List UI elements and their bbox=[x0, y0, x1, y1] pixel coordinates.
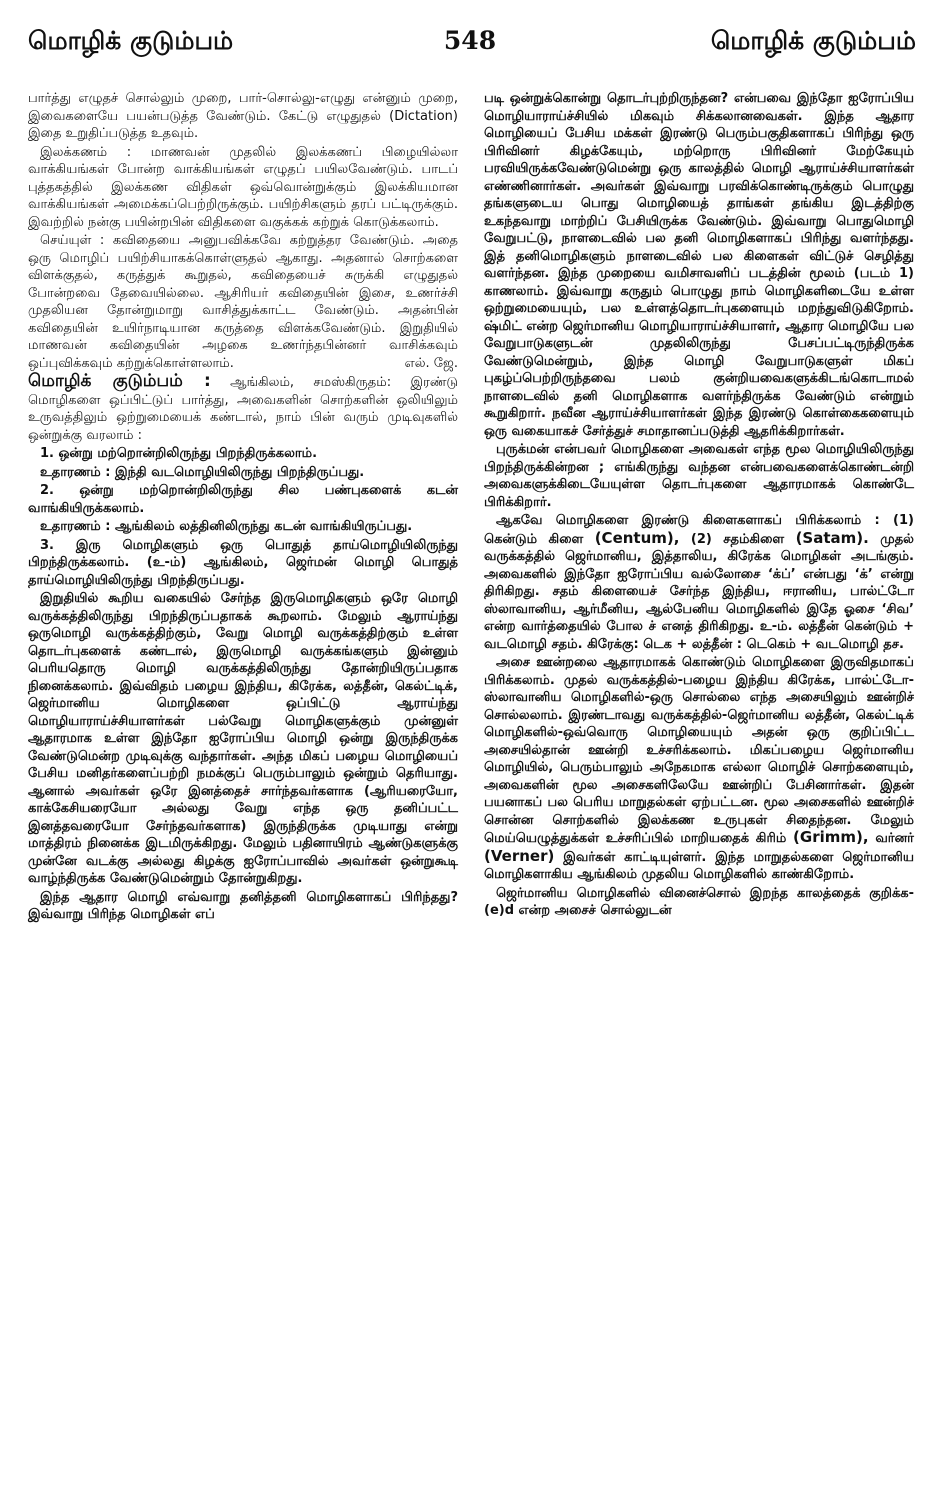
paragraph-text: அசை ஊன்றலை ஆதாரமாகக் கொண்டும் மொழிகளை இருவிதமாகப் பிரிக்கலாம். முதல் வருக்கத்தில்-பழைய இந்திய கிரேக்க, பால்ட்டோ-ஸ்லாவானிய மொழிகளில்-ஒரு சொல்லை எந்த அசையிலும் ஊன்றிச் சொல்லலாம். இரண்டாவது வருக்கத்தில்-ஜெர்மானிய லத்தீன், கெல்ட்டிக் மொழிகளில்-ஒவ்வொரு மொழியையும் அதன் ஒரு குறிப்பிட்ட அசையில்தான் ஊன்றி உச்சரிக்கலாம். மிகப்பழைய ஜெர்மானிய மொழியில், பெரும்பாலும் அநேகமாக எல்லா மொழிச் சொற்களையும், அவைகளின் மூல அசைகளிலேயே ஊன்றிப் பேசினார்கள். இதன் பயனாகப் பல பெரிய மாறுதல்கள் ஏற்பட்டன. மூல அசைகளில் ஊன்றிச் சொன்ன சொற்களில் இலக்கண உருபுகள் சிதைந்தன. மேலும் மெய்யெழுத்துக்கள் உச்சரிப்பில் மாறியதைக் கிரிம் bbox=[484, 655, 914, 846]
paragraph: ஜெர்மானிய மொழிகளில் வினைச்சொல் இறந்த காலத்தைக் குறிக்க-(e)d என்ற அசைச் சொல்லுடன் bbox=[484, 885, 914, 918]
paragraph bbox=[484, 512, 914, 653]
author-initials: எல். ஜே. bbox=[404, 355, 458, 371]
paragraph-text: இவர்கள் காட்டியுள்ளர். இந்த மாறுதல்களை ஜெர்மானிய மொழிகளாகிய ஆங்கிலம் முதலிய மொழிகளில் காண்கிறோம். bbox=[484, 849, 914, 882]
list-item: 3. இரு மொழிகளும் ஒரு பொதுத் தாய்மொழியிலிருந்து பிறந்திருக்கலாம். (உ-ம்) ஆங்கிலம், ஜெர்மன் மொழி பொதுத் தாய்மொழியிலிருந்து பிறந்திருப்பது. bbox=[28, 537, 458, 588]
paragraph-body: மாணவன் முதலில் இலக்கணப் பிழையில்லா வாக்கியங்கள் போன்ற வாக்கியங்கள் எழுதப் பயிலவேண்டும். பாடப் புத்தகத்தில் இலக்கண விதிகள் ஒவ்வொன்றுக்கும் இலக்கியமான வாக்கியங்கள் அமைக்கப்பெற்றிருக்கும். பயிற்சிகளும் தரப் பட்டிருக்கும். இவற்றில் நன்கு பயின்றபின் விதிகளை வகுக்கக் கற்றுக் கொடுக்கலாம். bbox=[28, 144, 458, 230]
latin-term: (Verner) bbox=[484, 846, 555, 865]
entry-title: மொழிக் குடும்பம் : bbox=[28, 371, 211, 391]
paragraph-text: (2) சதம்கிளை bbox=[690, 531, 785, 547]
paragraph bbox=[28, 232, 458, 372]
paragraph: படி ஒன்றுக்கொன்று தொடர்புற்றிருந்தன? என்பவை இந்தோ ஐரோப்பிய மொழியாராய்ச்சியில் மிகவும் சிக்கலானவைகள். இந்த ஆதார மொழியைப் பேசிய மக்கள் இரண்டு பெரும்பகுதிகளாகப் பிரிந்து ஒரு பிரிவினர் கிழக்கேயும், மற்றொரு பிரிவினர் மேற்கேயும் பரவியிருக்கவேண்டுமென்று ஒரு காலத்தில் மொழி ஆராய்ச்சியாளர்கள் எண்ணினார்கள். அவர்கள் இவ்வாறு பரவிக்கொண்டிருக்கும் பொழுது தங்களுடைய பொது மொழியைத் தாங்கள் தங்கிய இடத்திற்கு உகந்தவாறு மாற்றிப் பேசியிருக்க வேண்டும். இவ்வாறு பொதுமொழி வேறுபட்டு, நாளடைவில் பல தனி மொழிகளாகப் பிரிந்து வளர்ந்தது. இத் தனிமொழிகளும் நாளடைவில் பல கிளைகள் விட்டுச் செழித்து வளர்ந்தன. இந்த முறையை வமிசாவளிப் படத்தின் மூலம் (படம் 1) காணலாம். இவ்வாறு கருதும் பொழுது நாம் மொழிகளிடையே உள்ள ஒற்றுமையையும், பல உள்ளத்தொடர்புகளையும் மறந்துவிடுகிறோம். ஷ்மிட் என்ற ஜெர்மானிய மொழியாராய்ச்சியாளர், ஆதார மொழியே பல வேறுபாடுகளுடன் முதலிலிருந்து பேசப்பட்டிருந்திருக்க வேண்டுமென்றும், இந்த மொழி வேறுபாடுகளுள் மிகப் புகழ்ப்பெற்றிருந்தவை பலம் குன்றியவைகளுக்கிடங்கொடாமல் நாளடைவில் தனி மொழிகளாக வளர்ந்திருக்க வேண்டும் என்றும் கூறுகிறார். நவீன ஆராய்ச்சியாளர்கள் இந்த இரண்டு கொள்கைகளையும் ஒரு வகையாகச் சேர்த்துச் சமாதானப்படுத்தி ஆதரிக்கிறார்கள். bbox=[484, 91, 914, 439]
paragraph bbox=[484, 654, 914, 884]
paragraph-body: ஆங்கிலம், சமஸ்கிருதம்: இரண்டு மொழிகளை ஒப்பிட்டுப் பார்த்து, அவைகளின் சொற்களின் ஒலியிலும் உருவத்திலும் ஒற்றுமையைக் கண்டால், நாம் பின் வரும் முடிவுகளில் ஒன்றுக்கு வரலாம் : bbox=[28, 375, 458, 443]
latin-term: (Centum), bbox=[594, 528, 680, 547]
paragraph: பார்த்து எழுதச் சொல்லும் முறை, பார்-சொல்லு-எழுது என்னும் முறை, இவைகளையே பயன்படுத்த வேண்டும். கேட்டு எழுதுதல் (Dictation) இதை உறுதிப்படுத்த உதவும். bbox=[28, 91, 458, 141]
right-column bbox=[484, 90, 914, 921]
paragraph-text: முதல் வருக்கத்தில் ஜெர்மானிய, இத்தாலிய, கிரேக்க மொழிகள் அடங்கும். அவைகளில் இந்தோ ஐரோப்பிய வல்லோசை ‘க்ப்’ என்பது ‘க்’ என்று திரிகிறது. சதம் கிளையைச் சேர்ந்த இந்திய, ஈரானிய, பால்ட்டோ ஸ்லாவானிய, ஆர்மீனிய, ஆல்பேனிய மொழிகளில் இதே ஓசை ‘சிவ’ என்ற வார்த்தையில் போல ச் எனத் திரிகிறது. உ-ம். லத்தீன் கென்டும் + வடமொழி சதம். கிரேக்கு: டெக + லத்தீன் : டெகெம் + வடமொழி தச. bbox=[484, 531, 914, 652]
latin-term: (Grimm), bbox=[793, 828, 869, 846]
entry-intro bbox=[28, 373, 458, 444]
running-head-right: மொழிக் குடும்பம் bbox=[710, 26, 916, 55]
latin-term: (Satam). bbox=[795, 528, 869, 547]
paragraph: புருக்மன் என்பவர் மொழிகளை அவைகள் எந்த மூல மொழியிலிருந்து பிறந்திருக்கின்றன ; எங்கிருந்து வந்தன என்பவைகளைக்கொண்டன்றி அவைகளுக்கிடையேயுள்ள தொடர்புகளை ஆதாரமாகக் கொண்டே பிரிக்கிறார். bbox=[484, 442, 914, 510]
example-text: ஆங்கிலம் லத்தினிலிருந்து கடன் வாங்கியிருப்பது. bbox=[115, 519, 413, 534]
example bbox=[28, 464, 458, 482]
list-item: 1. ஒன்று மற்றொன்றிலிருந்து பிறந்திருக்கலாம். bbox=[40, 446, 318, 461]
page-number: 548 bbox=[443, 26, 497, 55]
paragraph: இந்த ஆதார மொழி எவ்வாறு தனித்தனி மொழிகளாகப் பிரிந்தது? இவ்வாறு பிரிந்த மொழிகள் எப் bbox=[28, 889, 458, 922]
paragraph bbox=[28, 144, 458, 232]
paragraph-text: ஆகவே மொழிகளை இரண்டு கிளைகளாகப் பிரிக்கலாம் : (1) கென்டும் கிளை bbox=[484, 513, 914, 547]
paragraph-body: கவிதையை அனுபவிக்கவே கற்றுத்தர வேண்டும். அதை ஒரு மொழிப் பயிற்சியாகக்கொள்ளுதல் ஆகாது. அதனால் சொற்களை விளக்குதல், கருத்துக் கூறுதல், கவிதையைச் சுருக்கி எழுதுதல் போன்றவை தேவையில்லை. ஆசிரியர் கவிதையின் இசை, உணர்ச்சி முதலியன தோன்றுமாறு வாசித்துக்காட்ட வேண்டும். அதன்பின் கவிதையின் உயிர்நாடியான கருத்தை விளக்கவேண்டும். இறுதியில் மாணவன் கவிதையின் அழகை உணர்ந்தபின்னர் வாசிக்கவும் ஒப்புவிக்கவும் கற்றுக்கொள்ளலாம். bbox=[28, 233, 458, 371]
example-text: இந்தி வடமொழியிலிருந்து பிறந்திருப்பது. bbox=[115, 464, 365, 480]
example-label: உதாரணம் : bbox=[40, 519, 111, 534]
paragraph: இறுதியில் கூறிய வகையில் சேர்ந்த இருமொழிகளும் ஒரே மொழி வருக்கத்திலிருந்து பிறந்திருப்பதாகக் கூறலாம். மேலும் ஆராய்ந்து ஒருமொழி வருக்கத்திற்கும், வேறு மொழி வருக்கத்திற்கும் உள்ள தொடர்புகளைக் கண்டால், இருமொழி வருக்கங்களும் இன்னும் பெரியதொரு மொழி வருக்கத்திலிருந்து தோன்றியிருப்பதாக நினைக்கலாம். இவ்விதம் பழைய இந்திய, கிரேக்க, லத்தீன், கெல்ட்டிக், ஜெர்மானிய மொழிகளை ஒப்பிட்டு ஆராய்ந்து மொழியாராய்ச்சியாளர்கள் பல்வேறு மொழிகளுக்கும் முன்னுள் ஆதாரமாக உள்ள இந்தோ ஐரோப்பிய மொழி ஒன்று இருந்திருக்க வேண்டுமென்ற முடிவுக்கு வந்தார்கள். அந்த மிகப் பழைய மொழியைப் பேசிய மனிதர்களைப்பற்றி நமக்குப் பெரும்பாலும் ஒன்றும் தெரியாது. ஆனால் அவர்கள் ஒரே இனத்தைச் சார்ந்தவர்களாக (ஆரியரையோ, காக்கேசியரையோ அல்லது வேறு எந்த ஒரு தனிப்பட்ட இனத்தவரையோ சேர்ந்தவர்களாக) இருந்திருக்க முடியாது என்று மாத்திரம் நினைக்க இடமிருக்கிறது. மேலும் பதினாயிரம் ஆண்டுகளுக்கு முன்னே வடக்கு அல்லது கிழக்கு ஐரோப்பாவில் அவர்கள் ஒன்றுகூடி வாழ்ந்திருக்க வேண்டுமென்றும் தோன்றுகிறது. bbox=[28, 591, 458, 886]
term-label: செய்யுள் : bbox=[40, 233, 105, 248]
list-item: 2. ஒன்று மற்றொன்றிலிருந்து சில பண்புகளைக் கடன் வாங்கியிருக்கலாம். bbox=[28, 483, 458, 516]
term-label: இலக்கணம் : bbox=[40, 144, 132, 160]
running-head-left: மொழிக் குடும்பம் bbox=[28, 26, 234, 55]
example-label: உதாரணம் : bbox=[40, 464, 111, 480]
paragraph-text: வர்னர் bbox=[875, 831, 914, 846]
example bbox=[28, 518, 458, 536]
left-column bbox=[28, 90, 458, 925]
